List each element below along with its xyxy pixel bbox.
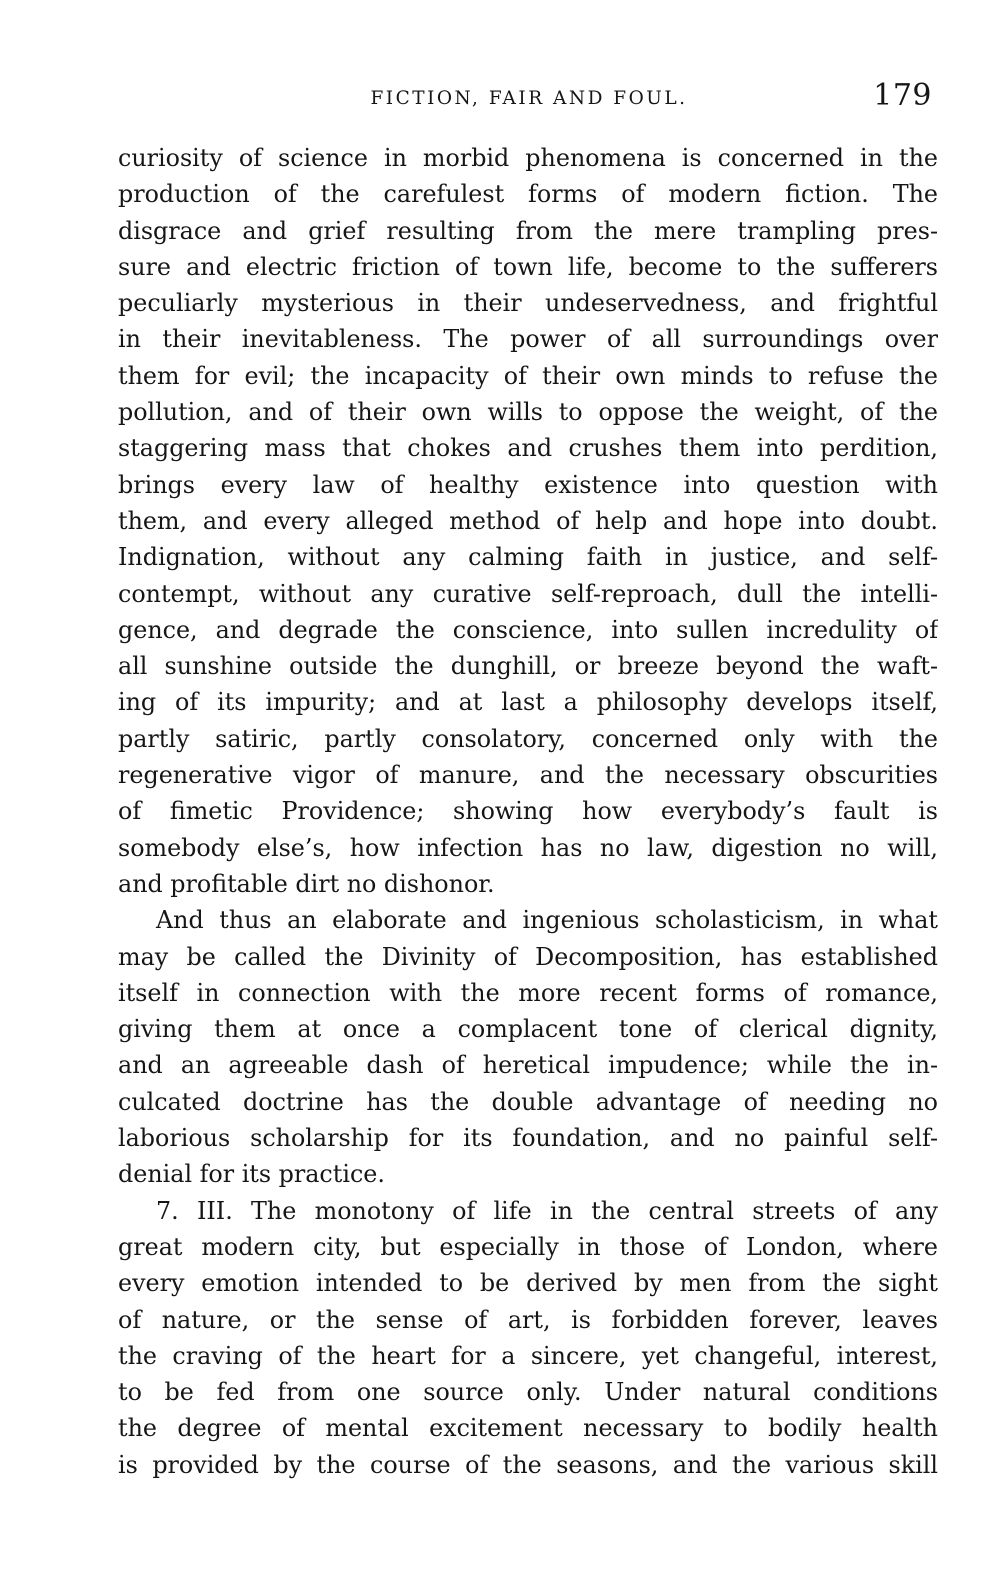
text-line: may be called the Divinity of Decomposition, has established	[118, 942, 938, 971]
text-line: staggering mass that chokes and crushes them into perdition,	[118, 434, 938, 463]
text-line: culcated doctrine has the double advantage of needing no	[118, 1087, 938, 1116]
text-line: itself in connection with the more recent forms of romance,	[118, 978, 938, 1007]
page-number: 179	[873, 78, 932, 113]
text-line: brings every law of healthy existence into question with	[118, 470, 938, 499]
text-line: contempt, without any curative self-reproach, dull the intelli-	[118, 579, 938, 608]
text-line: is provided by the course of the seasons, and the various skill	[118, 1450, 938, 1479]
text-line: production of the carefulest forms of modern fiction. The	[118, 180, 938, 209]
text-line: in their inevitableness. The power of all surroundings over	[118, 325, 938, 354]
text-line: ing of its impurity; and at last a philosophy develops itself,	[118, 688, 938, 717]
text-line: of fimetic Providence; showing how everybody’s fault is	[118, 797, 938, 826]
text-line: peculiarly mysterious in their undeservedness, and frightful	[118, 289, 938, 318]
text-line: to be fed from one source only. Under natural conditions	[118, 1378, 938, 1407]
text-line: disgrace and grief resulting from the mere trampling pres-	[118, 216, 938, 245]
text-line: all sunshine outside the dunghill, or breeze beyond the waft-	[118, 652, 938, 681]
text-line: and an agreeable dash of heretical impudence; while the in-	[118, 1051, 938, 1080]
text-line: somebody else’s, how infection has no law, digestion no will,	[118, 833, 938, 862]
text-line: curiosity of science in morbid phenomena is concerned in the	[118, 144, 938, 172]
text-line: regenerative vigor of manure, and the necessary obscurities	[118, 761, 938, 790]
paragraph-start-line: 7. III. The monotony of life in the central streets of any	[156, 1196, 938, 1225]
text-line: laborious scholarship for its foundation, and no painful self-	[118, 1124, 938, 1153]
running-title: FICTION, FAIR AND FOUL.	[370, 88, 688, 109]
text-line: the craving of the heart for a sincere, yet changeful, interest,	[118, 1341, 938, 1370]
paragraph-start-line: And thus an elaborate and ingenious scholasticism, in what	[156, 906, 938, 935]
text-line: the degree of mental excitement necessary to bodily health	[118, 1414, 938, 1443]
text-line: them for evil; the incapacity of their own minds to refuse the	[118, 361, 938, 390]
text-line: sure and electric friction of town life, become to the sufferers	[118, 252, 938, 281]
running-head	[118, 78, 940, 118]
text-line: every emotion intended to be derived by men from the sight	[118, 1269, 938, 1298]
text-line: gence, and degrade the conscience, into sullen incredulity of	[118, 615, 938, 644]
text-line: of nature, or the sense of art, is forbidden forever, leaves	[118, 1305, 938, 1334]
text-line: giving them at once a complacent tone of clerical dignity,	[118, 1015, 938, 1044]
paragraph-end-line: and profitable dirt no dishonor.	[118, 869, 495, 898]
text-line: great modern city, but especially in those of London, where	[118, 1232, 938, 1261]
text-line: partly satiric, partly consolatory, concerned only with the	[118, 724, 938, 753]
body-text	[118, 140, 938, 1483]
text-line: them, and every alleged method of help and hope into doubt.	[118, 506, 938, 535]
paragraph-end-line: denial for its practice.	[118, 1160, 385, 1189]
text-line: pollution, and of their own wills to oppose the weight, of the	[118, 398, 938, 427]
text-line: Indignation, without any calming faith in justice, and self-	[118, 543, 938, 572]
